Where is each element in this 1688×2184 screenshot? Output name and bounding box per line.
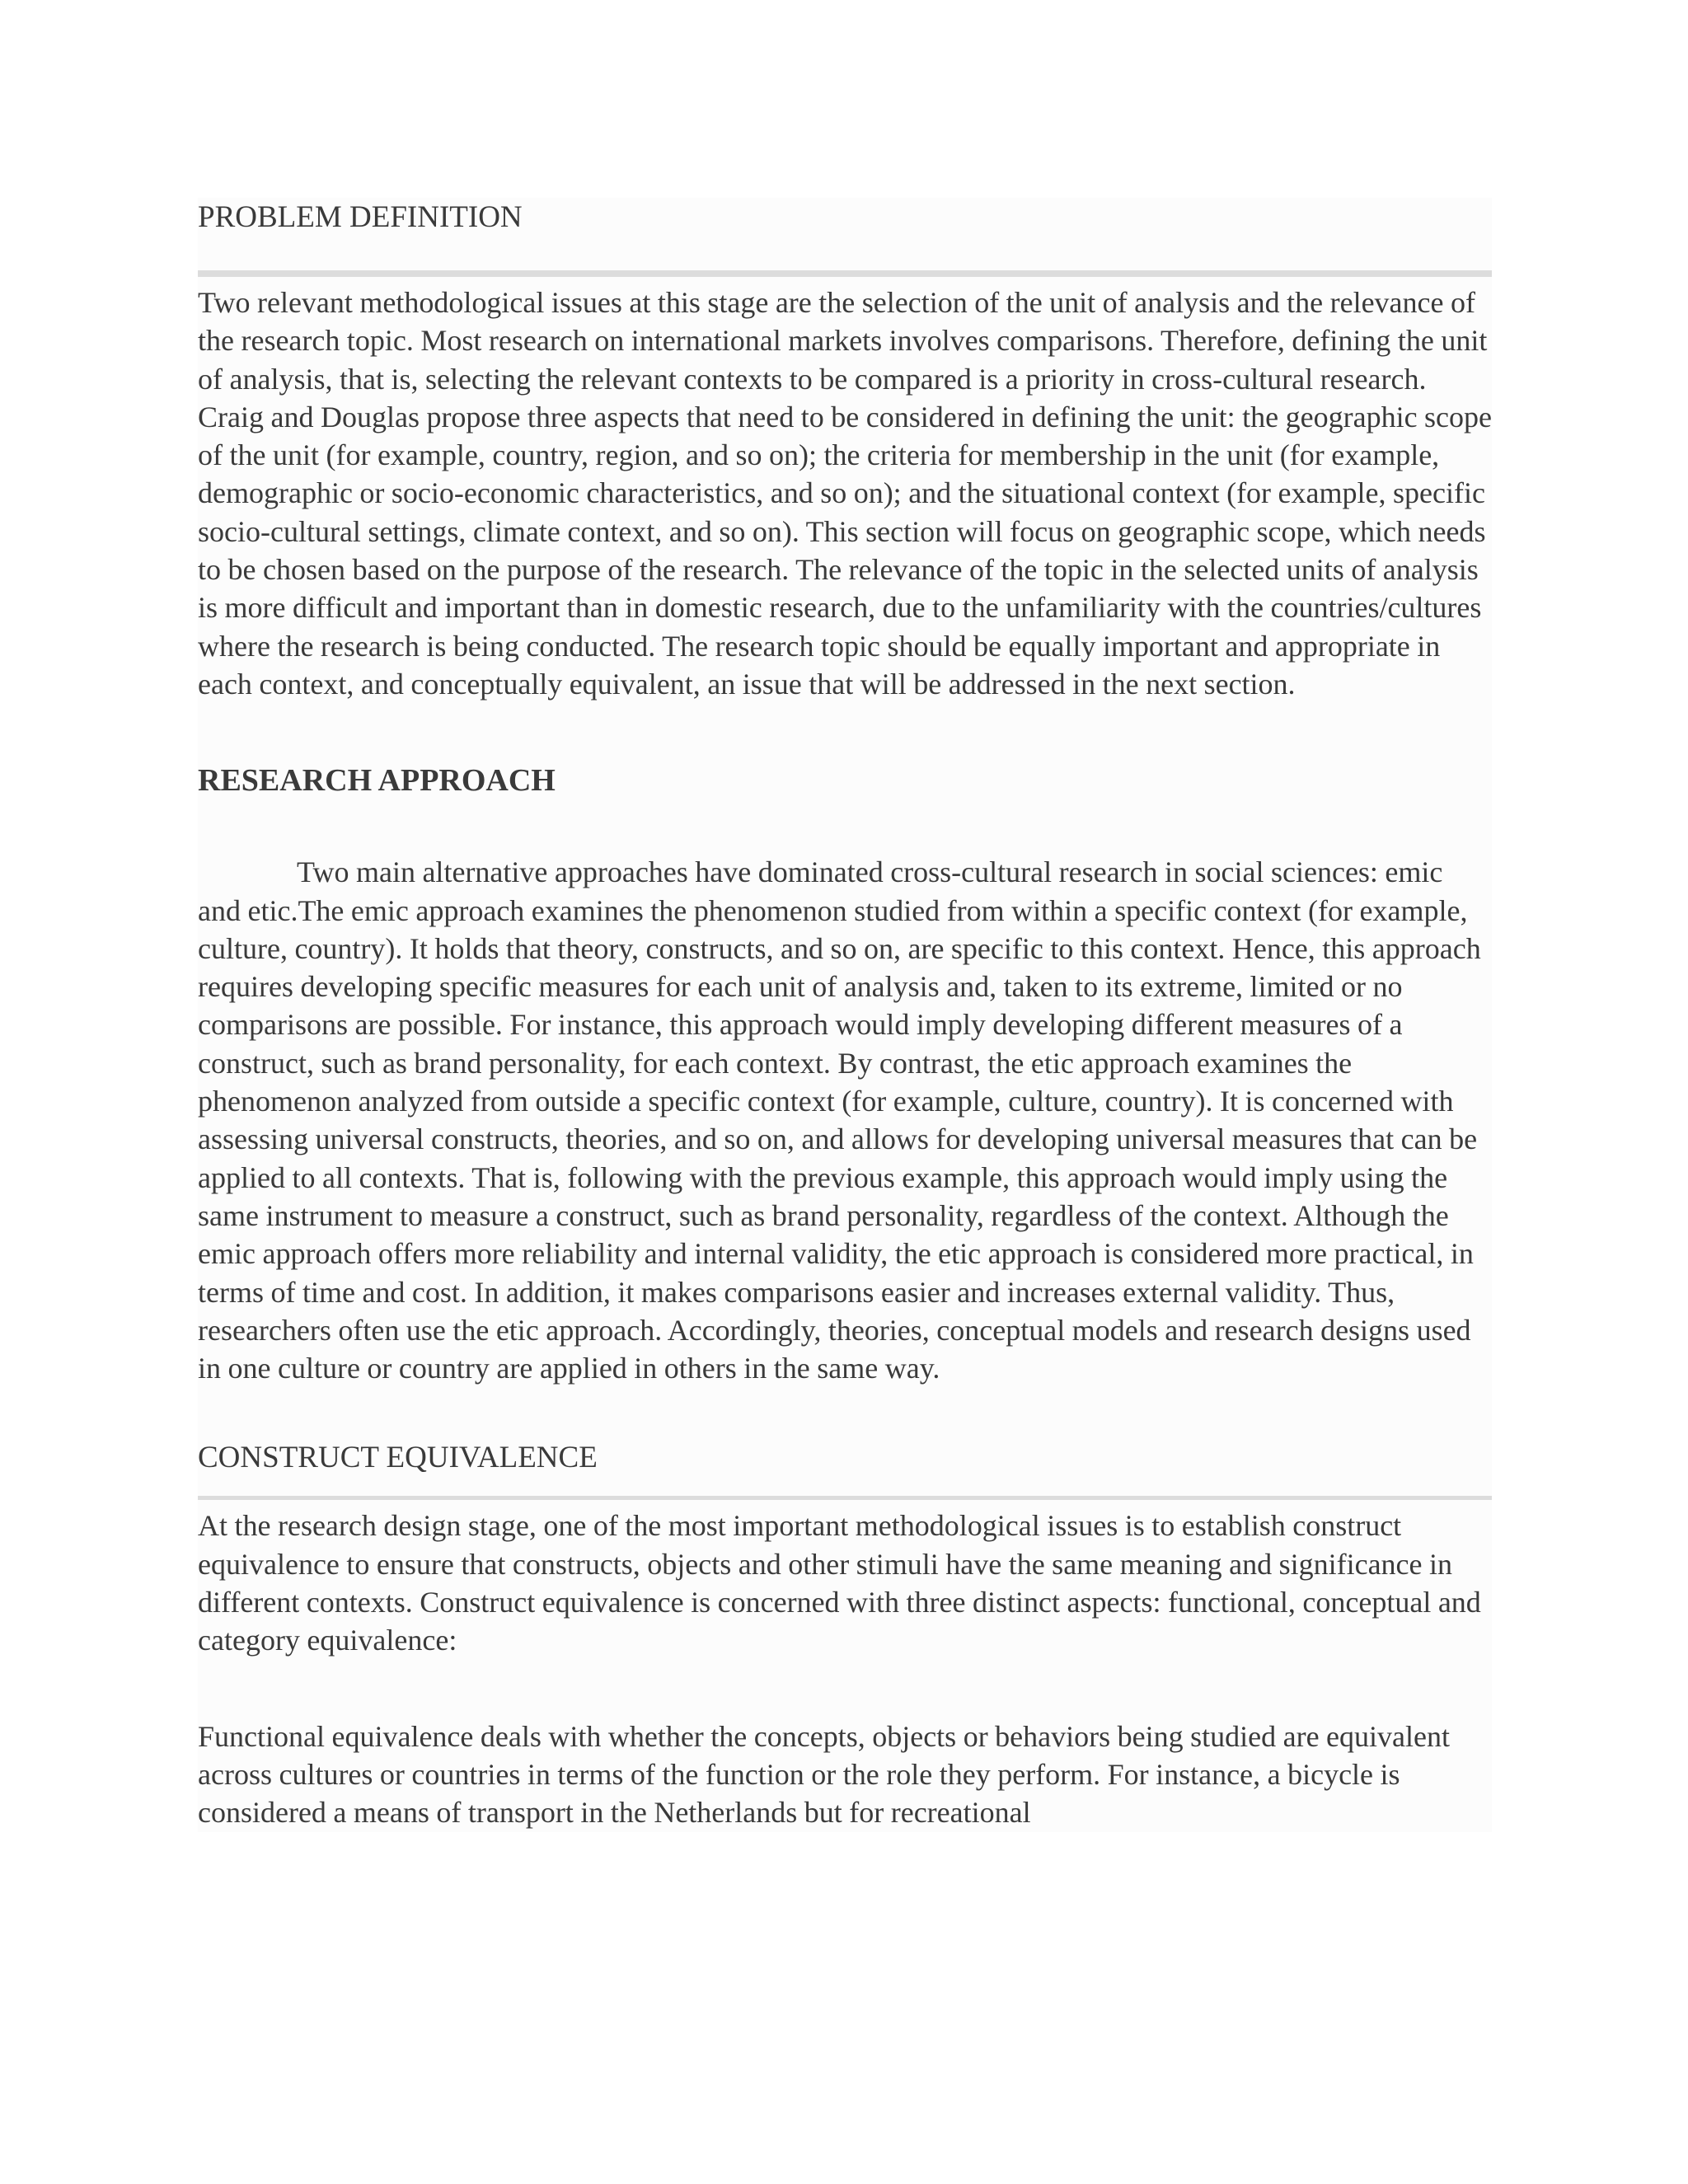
section-divider — [198, 270, 1492, 277]
construct-equivalence-body: At the research design stage, one of the most important methodological issues is to establish construct equivalence to ensure that constructs, objects and other stimuli have the same meaning and significance in different contexts. Construct equivalence is concerned with three distinct aspects: functional, conceptual and category equivalence: — [198, 1509, 1481, 1657]
construct-equivalence-title: CONSTRUCT EQUIVALENCE — [198, 1441, 598, 1475]
research-approach-heading: RESEARCH APPROACH — [198, 763, 556, 799]
problem-definition-title: PROBLEM DEFINITION — [198, 200, 523, 234]
document-content — [198, 198, 1492, 1832]
functional-equivalence-paragraph: Functional equivalence deals with whether the concepts, objects or behaviors being studied are equivalent across cultures or countries in terms of the function or the role they perform. For instance, a bicycle is considered a means of transport in the Netherlands but for recreational — [198, 1719, 1450, 1830]
research-approach-body: Two main alternative approaches have dominated cross-cultural research in social sciences: emic and etic.The emic approach examines the phenomenon studied from within a specific context (for example, culture, country). It holds that theory, constructs, and so on, are specific to this context. Hence, this approach requires developing specific measures for each unit of analysis and, taken to its extreme, limited or no comparisons are possible. For instance, this approach would imply developing different measures of a construct, such as brand personality, for each context. By contrast, the etic approach examines the phenomenon analyzed from outside a specific context (for example, culture, country). It is concerned with assessing universal constructs, theories, and so on, and allows for developing universal measures that can be applied to all contexts. That is, following with the previous example, this approach would imply using the same instrument to measure a construct, such as brand personality, regardless of the context. Although the emic approach offers more reliability and internal validity, the etic approach is considered more practical, in terms of time and cost. In addition, it makes comparisons easier and increases external validity. Thus, researchers often use the etic approach. Accordingly, theories, conceptual models and research designs used in one culture or country are applied in others in the same way. — [198, 855, 1481, 1385]
problem-definition-body: Two relevant methodological issues at this stage are the selection of the unit of analysis and the relevance of the research topic. Most research on international markets involves comparisons. Therefore, defining the unit of analysis, that is, selecting the relevant contexts to be compared is a priority in cross-cultural research. Craig and Douglas propose three aspects that need to be considered in defining the unit: the geographic scope of the unit (for example, country, region, and so on); the criteria for membership in the unit (for example, demographic or socio-economic characteristics, and so on); and the situational context (for example, specific socio-cultural settings, climate context, and so on). This section will focus on geographic scope, which needs to be chosen based on the purpose of the research. The relevance of the topic in the selected units of analysis is more difficult and important than in domestic research, due to the unfamiliarity with the countries/cultures where the research is being conducted. The research topic should be equally important and appropriate in each context, and conceptually equivalent, an issue that will be addressed in the next section. — [198, 286, 1493, 701]
section-divider — [198, 1496, 1492, 1500]
